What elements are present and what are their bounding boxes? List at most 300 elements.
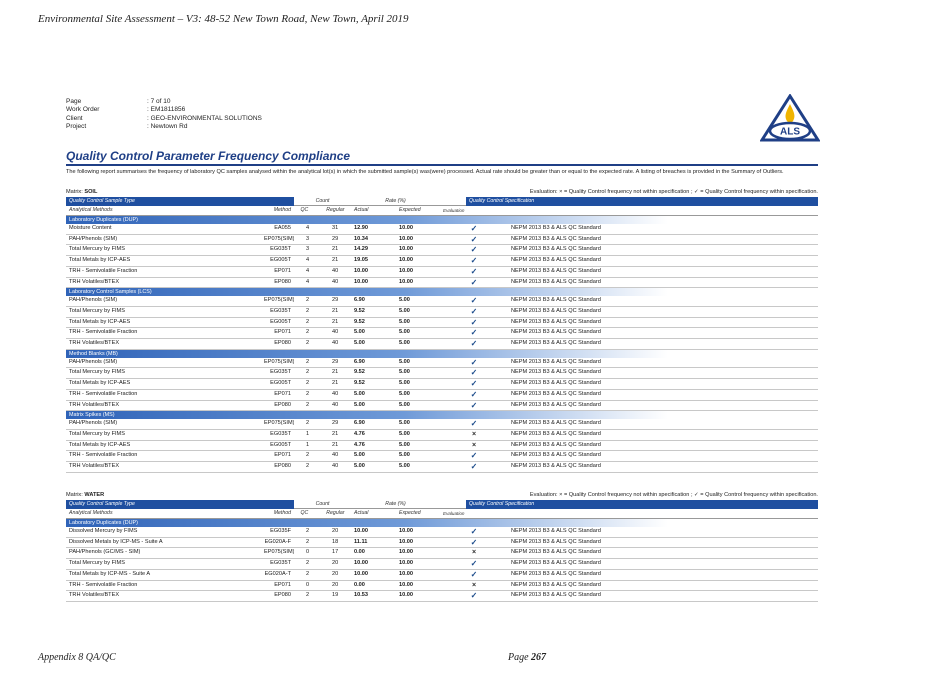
analyte-cell: Dissolved Metals by ICP-MS - Suite A <box>66 537 261 548</box>
method-cell: EG020A-T <box>261 569 294 580</box>
meta-row <box>66 115 262 123</box>
evaluation-icon: ✓ <box>440 569 508 580</box>
table-row <box>66 537 818 548</box>
evaluation-icon: ✓ <box>440 419 508 429</box>
evaluation-icon: ✓ <box>440 339 508 350</box>
regular-count: 40 <box>332 278 339 285</box>
analyte-cell: Total Metals by ICP-AES <box>66 256 261 267</box>
expected-rate-cell: 5.00 <box>396 317 440 328</box>
actual-rate-cell: 19.05 <box>351 256 396 267</box>
expected-rate-cell: 10.00 <box>396 256 440 267</box>
evaluation-icon: ✓ <box>440 306 508 317</box>
evaluation-icon: ✓ <box>440 389 508 400</box>
meta-row <box>66 106 262 114</box>
analyte-cell: PAH/Phenols (SIM) <box>66 419 261 429</box>
table-row <box>66 277 818 288</box>
spec-cell: NEPM 2013 B3 & ALS QC Standard <box>508 328 818 339</box>
evaluation-icon: ✓ <box>440 527 508 537</box>
count-cell <box>294 256 351 267</box>
spec-cell: NEPM 2013 B3 & ALS QC Standard <box>508 277 818 288</box>
regular-count: 20 <box>332 560 339 567</box>
regular-count: 29 <box>332 235 339 242</box>
evaluation-icon: ✓ <box>440 591 508 602</box>
evaluation-icon: ✓ <box>440 400 508 411</box>
method-cell: EP075(SIM) <box>261 419 294 429</box>
evaluation-icon: ✓ <box>440 328 508 339</box>
method-cell: EP075(SIM) <box>261 296 294 306</box>
method-cell: EP071 <box>261 328 294 339</box>
evaluation-icon: ✓ <box>440 462 508 473</box>
method-cell: EP075(SIM) <box>261 234 294 245</box>
table-row <box>66 317 818 328</box>
spec-cell: NEPM 2013 B3 & ALS QC Standard <box>508 368 818 379</box>
evaluation-icon: ✓ <box>440 256 508 267</box>
actual-rate-cell: 0.00 <box>351 580 396 591</box>
group-header-row <box>66 216 818 225</box>
group-name: Laboratory Duplicates (DUP) <box>66 519 818 528</box>
regular-count: 29 <box>332 420 339 427</box>
evaluation-icon: ✓ <box>440 358 508 368</box>
expected-rate-cell: 10.00 <box>396 234 440 245</box>
method-cell: EP080 <box>261 339 294 350</box>
method-cell: EP080 <box>261 277 294 288</box>
count-cell <box>294 537 351 548</box>
regular-count: 21 <box>332 307 339 314</box>
analyte-cell: TRH Volatiles/BTEX <box>66 591 261 602</box>
actual-rate-cell: 6.90 <box>351 419 396 429</box>
header-expected: Expected <box>396 509 440 519</box>
qc-count: 2 <box>306 463 310 470</box>
header-spec: Quality Control Specification <box>466 500 818 509</box>
expected-rate-cell: 5.00 <box>396 328 440 339</box>
table-row <box>66 224 818 234</box>
expected-rate-cell: 5.00 <box>396 379 440 390</box>
actual-rate-cell: 14.29 <box>351 245 396 256</box>
analyte-cell: PAH/Phenols (SIM) <box>66 358 261 368</box>
expected-rate-cell: 5.00 <box>396 296 440 306</box>
method-cell: EP080 <box>261 400 294 411</box>
meta-value: : 7 of 10 <box>147 98 171 105</box>
spec-cell: NEPM 2013 B3 & ALS QC Standard <box>508 591 818 602</box>
table-row <box>66 569 818 580</box>
qc-count: 2 <box>306 297 310 304</box>
count-cell <box>294 379 351 390</box>
regular-count: 20 <box>332 581 339 588</box>
table-row <box>66 548 818 559</box>
count-cell <box>294 462 351 473</box>
spec-cell: NEPM 2013 B3 & ALS QC Standard <box>508 317 818 328</box>
table-row <box>66 440 818 451</box>
table-row <box>66 339 818 350</box>
meta-row <box>66 123 262 131</box>
regular-count: 18 <box>332 538 339 545</box>
intro-text: The following report summarises the frequency of laboratory QC samples analysed within the analytical lot(s) in which the submitted sample(s) was(were) processed. Actual rate should be greater than or equal to the expected rate. A listing of breaches is provided in the Summary of Outliers. <box>66 169 784 175</box>
analyte-cell: Total Metals by ICP-AES <box>66 440 261 451</box>
spec-cell: NEPM 2013 B3 & ALS QC Standard <box>508 580 818 591</box>
table-header-row <box>66 500 818 509</box>
qc-count: 4 <box>306 225 310 231</box>
analyte-cell: TRH Volatiles/BTEX <box>66 400 261 411</box>
spec-cell: NEPM 2013 B3 & ALS QC Standard <box>508 559 818 570</box>
title-rule <box>66 164 818 166</box>
header-spec-blank <box>508 206 818 216</box>
evaluation-icon: × <box>440 580 508 591</box>
expected-rate-cell: 5.00 <box>396 462 440 473</box>
meta-row <box>66 98 262 106</box>
analyte-cell: Moisture Content <box>66 224 261 234</box>
header-gap <box>440 197 466 206</box>
count-cell <box>294 400 351 411</box>
count-cell <box>294 234 351 245</box>
qc-count: 2 <box>306 369 310 376</box>
method-cell: EG035T <box>261 559 294 570</box>
evaluation-icon: ✓ <box>440 296 508 306</box>
count-cell <box>294 440 351 451</box>
header-spec-blank <box>508 509 818 519</box>
actual-rate-cell: 5.00 <box>351 339 396 350</box>
analyte-cell: Total Mercury by FIMS <box>66 245 261 256</box>
table-row <box>66 400 818 411</box>
count-cell <box>294 245 351 256</box>
count-cell <box>294 429 351 440</box>
count-cell <box>294 451 351 462</box>
regular-count: 21 <box>332 246 339 253</box>
table-row <box>66 245 818 256</box>
header-evaluation: Evaluation <box>440 206 508 216</box>
table-row <box>66 419 818 429</box>
spec-cell: NEPM 2013 B3 & ALS QC Standard <box>508 339 818 350</box>
actual-rate-cell: 10.34 <box>351 234 396 245</box>
count-cell <box>294 317 351 328</box>
regular-count: 21 <box>332 430 339 437</box>
table-row <box>66 296 818 306</box>
report-meta <box>66 98 262 132</box>
evaluation-icon: ✓ <box>440 234 508 245</box>
spec-cell: NEPM 2013 B3 & ALS QC Standard <box>508 358 818 368</box>
footer-page <box>508 652 546 663</box>
actual-rate-cell: 4.76 <box>351 429 396 440</box>
regular-count: 29 <box>332 358 339 365</box>
evaluation-icon: × <box>440 548 508 559</box>
table-row <box>66 306 818 317</box>
table-subheader-row <box>66 509 818 519</box>
group-header-row <box>66 411 818 420</box>
meta-key: Page <box>66 98 82 105</box>
actual-rate-cell: 0.00 <box>351 548 396 559</box>
actual-rate-cell: 5.00 <box>351 328 396 339</box>
qc-count: 4 <box>306 257 310 264</box>
method-cell: EG035T <box>261 368 294 379</box>
count-cell <box>294 527 351 537</box>
expected-rate-cell: 5.00 <box>396 339 440 350</box>
expected-rate-cell: 10.00 <box>396 569 440 580</box>
expected-rate-cell: 5.00 <box>396 389 440 400</box>
qc-count: 2 <box>306 390 310 397</box>
method-cell: EG005T <box>261 440 294 451</box>
footer-page-prefix: Page <box>508 652 532 663</box>
footer-page-number: 267 <box>531 652 547 663</box>
actual-rate-cell: 10.00 <box>351 277 396 288</box>
method-cell: EG005T <box>261 379 294 390</box>
regular-count: 40 <box>332 452 339 459</box>
count-cell <box>294 266 351 277</box>
spec-cell: NEPM 2013 B3 & ALS QC Standard <box>508 451 818 462</box>
als-logo-icon <box>760 94 820 144</box>
qc-count: 2 <box>306 538 310 545</box>
regular-count: 40 <box>332 267 339 274</box>
qc-count: 1 <box>306 441 310 448</box>
qc-count: 0 <box>306 549 310 556</box>
header-method: Method <box>261 206 294 216</box>
header-qc: QC Regular <box>294 509 351 519</box>
header-spec: Quality Control Specification <box>466 197 818 206</box>
matrix-line <box>66 189 818 197</box>
table-row <box>66 368 818 379</box>
spec-cell: NEPM 2013 B3 & ALS QC Standard <box>508 245 818 256</box>
method-cell: EP080 <box>261 591 294 602</box>
qc-count: 4 <box>306 278 310 285</box>
qc-count: 2 <box>306 452 310 459</box>
group-name: Method Blanks (MB) <box>66 349 818 358</box>
actual-rate-cell: 9.52 <box>351 317 396 328</box>
regular-count: 40 <box>332 390 339 397</box>
header-gap <box>440 500 466 509</box>
evaluation-note: Evaluation: × = Quality Control frequency not within specification ; ✓ = Quality Control frequency within specification. <box>529 189 818 195</box>
analyte-cell: TRH - Semivolatile Fraction <box>66 389 261 400</box>
evaluation-icon: ✓ <box>440 451 508 462</box>
method-cell: EG020A-F <box>261 537 294 548</box>
spec-cell: NEPM 2013 B3 & ALS QC Standard <box>508 234 818 245</box>
header-count: Count <box>294 500 351 509</box>
expected-rate-cell: 5.00 <box>396 429 440 440</box>
regular-count: 21 <box>332 257 339 264</box>
group-header-row <box>66 349 818 358</box>
expected-rate-cell: 5.00 <box>396 451 440 462</box>
expected-rate-cell: 10.00 <box>396 245 440 256</box>
expected-rate-cell: 10.00 <box>396 537 440 548</box>
analyte-cell: TRH - Semivolatile Fraction <box>66 266 261 277</box>
table-row <box>66 429 818 440</box>
header-analytical-methods: Analytical Methods <box>66 509 261 519</box>
actual-rate-cell: 11.11 <box>351 537 396 548</box>
spec-cell: NEPM 2013 B3 & ALS QC Standard <box>508 429 818 440</box>
table-row <box>66 389 818 400</box>
table-row <box>66 462 818 473</box>
page-title: Quality Control Parameter Frequency Compliance <box>66 149 351 163</box>
regular-count: 17 <box>332 549 339 556</box>
spec-cell: NEPM 2013 B3 & ALS QC Standard <box>508 400 818 411</box>
logo-text: ALS <box>780 126 800 138</box>
method-cell: EP071 <box>261 266 294 277</box>
count-cell <box>294 306 351 317</box>
analyte-cell: TRH - Semivolatile Fraction <box>66 328 261 339</box>
evaluation-icon: ✓ <box>440 317 508 328</box>
analyte-cell: Total Mercury by FIMS <box>66 306 261 317</box>
count-cell <box>294 358 351 368</box>
qc-count: 1 <box>306 430 310 437</box>
method-cell: EP080 <box>261 462 294 473</box>
analyte-cell: Total Mercury by FIMS <box>66 368 261 379</box>
qc-count: 2 <box>306 329 310 336</box>
meta-key: Project <box>66 123 87 131</box>
actual-rate-cell: 4.76 <box>351 440 396 451</box>
count-cell <box>294 591 351 602</box>
analyte-cell: Dissolved Mercury by FIMS <box>66 527 261 537</box>
header-qc: QC Regular <box>294 206 351 216</box>
qc-table-soil <box>66 197 818 473</box>
qc-count: 2 <box>306 340 310 347</box>
expected-rate-cell: 10.00 <box>396 527 440 537</box>
spec-cell: NEPM 2013 B3 & ALS QC Standard <box>508 266 818 277</box>
count-cell <box>294 389 351 400</box>
document-header: Environmental Site Assessment – V3: 48-52 New Town Road, New Town, April 2019 <box>38 13 409 25</box>
actual-rate-cell: 9.52 <box>351 306 396 317</box>
expected-rate-cell: 5.00 <box>396 368 440 379</box>
expected-rate-cell: 5.00 <box>396 400 440 411</box>
group-header-row <box>66 288 818 297</box>
table-row <box>66 527 818 537</box>
group-name: Laboratory Duplicates (DUP) <box>66 216 818 225</box>
actual-rate-cell: 12.90 <box>351 224 396 234</box>
analyte-cell: TRH - Semivolatile Fraction <box>66 451 261 462</box>
analyte-cell: TRH - Semivolatile Fraction <box>66 580 261 591</box>
method-cell: EP071 <box>261 451 294 462</box>
actual-rate-cell: 5.00 <box>351 389 396 400</box>
count-cell <box>294 224 351 234</box>
qc-count: 4 <box>306 267 310 274</box>
header-actual: Actual <box>351 509 396 519</box>
table-row <box>66 591 818 602</box>
count-cell <box>294 277 351 288</box>
table-row <box>66 266 818 277</box>
expected-rate-cell: 10.00 <box>396 591 440 602</box>
evaluation-note: Evaluation: × = Quality Control frequency not within specification ; ✓ = Quality Control frequency within specification. <box>529 492 818 498</box>
evaluation-icon: × <box>440 429 508 440</box>
table-row <box>66 328 818 339</box>
regular-count: 40 <box>332 329 339 336</box>
group-name: Laboratory Control Samples (LCS) <box>66 288 818 297</box>
analyte-cell: Total Metals by ICP-AES <box>66 317 261 328</box>
qc-count: 2 <box>306 560 310 567</box>
actual-rate-cell: 10.00 <box>351 569 396 580</box>
actual-rate-cell: 5.00 <box>351 462 396 473</box>
regular-count: 21 <box>332 369 339 376</box>
header-actual: Actual <box>351 206 396 216</box>
count-cell <box>294 368 351 379</box>
qc-count: 2 <box>306 592 310 599</box>
spec-cell: NEPM 2013 B3 & ALS QC Standard <box>508 306 818 317</box>
qc-table-water <box>66 500 818 602</box>
analyte-cell: PAH/Phenols (SIM) <box>66 234 261 245</box>
matrix-label: Matrix: SOIL <box>66 189 98 195</box>
evaluation-icon: ✓ <box>440 368 508 379</box>
qc-count: 3 <box>306 246 310 253</box>
count-cell <box>294 419 351 429</box>
table-row <box>66 451 818 462</box>
spec-cell: NEPM 2013 B3 & ALS QC Standard <box>508 389 818 400</box>
count-cell <box>294 580 351 591</box>
actual-rate-cell: 10.53 <box>351 591 396 602</box>
meta-key: Client <box>66 114 83 122</box>
method-cell: EG005T <box>261 317 294 328</box>
qc-count: 2 <box>306 401 310 408</box>
analyte-cell: Total Mercury by FIMS <box>66 429 261 440</box>
actual-rate-cell: 10.00 <box>351 266 396 277</box>
spec-cell: NEPM 2013 B3 & ALS QC Standard <box>508 440 818 451</box>
evaluation-icon: ✓ <box>440 537 508 548</box>
actual-rate-cell: 10.00 <box>351 559 396 570</box>
expected-rate-cell: 5.00 <box>396 419 440 429</box>
header-expected: Expected <box>396 206 440 216</box>
footer-appendix: Appendix 8 QA/QC <box>38 652 116 663</box>
table-row <box>66 256 818 267</box>
count-cell <box>294 328 351 339</box>
table-row <box>66 559 818 570</box>
actual-rate-cell: 6.90 <box>351 296 396 306</box>
qc-count: 2 <box>306 570 310 577</box>
spec-cell: NEPM 2013 B3 & ALS QC Standard <box>508 256 818 267</box>
meta-value: : Newtown Rd <box>147 123 188 131</box>
spec-cell: NEPM 2013 B3 & ALS QC Standard <box>508 548 818 559</box>
spec-cell: NEPM 2013 B3 & ALS QC Standard <box>508 224 818 234</box>
regular-count: 19 <box>332 592 339 599</box>
evaluation-icon: × <box>440 440 508 451</box>
table-row <box>66 580 818 591</box>
analyte-cell: PAH/Phenols (SIM) <box>66 296 261 306</box>
qc-count: 2 <box>306 307 310 314</box>
group-header-row <box>66 519 818 528</box>
regular-count: 40 <box>332 463 339 470</box>
method-cell: EG035T <box>261 429 294 440</box>
expected-rate-cell: 10.00 <box>396 559 440 570</box>
table-row <box>66 379 818 390</box>
actual-rate-cell: 10.00 <box>351 527 396 537</box>
spec-cell: NEPM 2013 B3 & ALS QC Standard <box>508 537 818 548</box>
actual-rate-cell: 9.52 <box>351 368 396 379</box>
expected-rate-cell: 10.00 <box>396 224 440 234</box>
method-cell: EP071 <box>261 580 294 591</box>
actual-rate-cell: 5.00 <box>351 451 396 462</box>
table-row <box>66 234 818 245</box>
regular-count: 21 <box>332 441 339 448</box>
header-qc-type: Quality Control Sample Type <box>66 197 294 206</box>
expected-rate-cell: 10.00 <box>396 580 440 591</box>
expected-rate-cell: 10.00 <box>396 266 440 277</box>
qc-count: 2 <box>306 358 310 365</box>
count-cell <box>294 559 351 570</box>
analyte-cell: TRH Volatiles/BTEX <box>66 277 261 288</box>
evaluation-icon: ✓ <box>440 379 508 390</box>
qc-count: 2 <box>306 420 310 427</box>
expected-rate-cell: 5.00 <box>396 440 440 451</box>
evaluation-icon: ✓ <box>440 245 508 256</box>
matrix-label: Matrix: WATER <box>66 492 105 498</box>
spec-cell: NEPM 2013 B3 & ALS QC Standard <box>508 569 818 580</box>
actual-rate-cell: 6.90 <box>351 358 396 368</box>
method-cell: EP075(SIM) <box>261 548 294 559</box>
table-row <box>66 358 818 368</box>
actual-rate-cell: 5.00 <box>351 400 396 411</box>
spec-cell: NEPM 2013 B3 & ALS QC Standard <box>508 296 818 306</box>
regular-count: 20 <box>332 528 339 534</box>
spec-cell: NEPM 2013 B3 & ALS QC Standard <box>508 419 818 429</box>
analyte-cell: Total Mercury by FIMS <box>66 559 261 570</box>
regular-count: 31 <box>332 225 339 231</box>
analyte-cell: Total Metals by ICP-MS - Suite A <box>66 569 261 580</box>
regular-count: 29 <box>332 297 339 304</box>
qc-count: 0 <box>306 581 310 588</box>
count-cell <box>294 296 351 306</box>
